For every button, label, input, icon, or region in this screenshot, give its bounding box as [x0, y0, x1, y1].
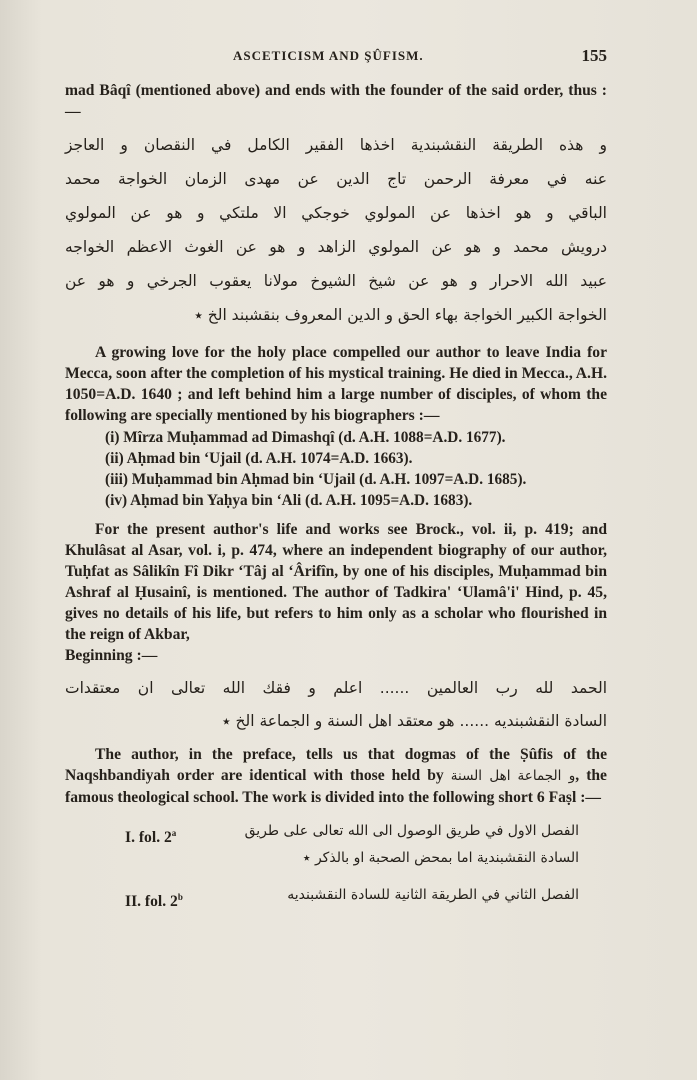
- arabic-line: السادة النقشبنديه ...... هو معتقد اهل السنة و الجماعة الخ ٭: [222, 712, 607, 730]
- inline-arabic-term: اهل السنة: [450, 768, 511, 784]
- arabic-line: عنه في معرفة الرحمن تاج الدين عن مهدى الزمان الخواجة محمد: [65, 170, 607, 188]
- paragraph-author-death: A growing love for the holy place compelled our author to leave India for Mecca, soon after the completion of his mystical training. He died in Mecca., A.H. 1050=A.D. 1640 ; and left behind him a large number of disciples, of whom the following are specially mentioned by his biographers :—: [65, 344, 607, 424]
- fasl-entry: [65, 818, 607, 872]
- page-header: [65, 46, 607, 68]
- paragraph-references: For the present author's life and works see Brock., vol. ii, p. 419; and Khulâsat al Asar, vol. i, p. 474, where an independent biography of our author, Tuḥfat as Sâlikîn Fî Dikr ʻTâj al ʻÂrifîn, by one of his disciples, Muḥammad bin Ashraf al Ḥusainî, is mentioned. The author of Tadkira' ʻUlamâ'i' Hind, p. 45, gives no details of his life, but refers to him only as a scholar who flourished in the reign of Akbar,: [65, 521, 607, 643]
- arabic-line: الباقي و هو اخذها عن المولوي خوجكي الا ملتكي و هو عن المولوي: [65, 204, 607, 222]
- arabic-line: السادة النقشبندية اما بمحض الصحبة او بالذكر ٭: [302, 850, 579, 866]
- folio-side: a: [171, 828, 177, 838]
- arabic-line: عبيد الله الاحرار و هو عن شيخ الشيوخ مولانا يعقوب الجرخي و هو عن: [65, 272, 607, 290]
- list-item: (ii) Aḥmad bin ʻUjail (d. A.H. 1074=A.D. 1663).: [105, 450, 413, 467]
- paragraph-preface: [65, 744, 607, 808]
- folio-side: b: [177, 892, 183, 902]
- arabic-line: و هذه الطريقة النقشبندية اخذها الفقير الكامل في النقصان و العاجز: [65, 136, 607, 154]
- list-item: (iv) Aḥmad bin Yaḥya bin ʻAli (d. A.H. 1095=A.D. 1683).: [105, 492, 473, 509]
- arabic-line: الخواجة الكبير الخواجة بهاء الحق و الدين المعروف بنقشبند الخ ٭: [194, 306, 607, 324]
- page-number: 155: [581, 46, 607, 65]
- fasl-entry: [65, 882, 607, 917]
- arabic-line: الحمد لله رب العالمين ...... اعلم و فقك الله تعالى ان معتقدات: [65, 679, 607, 697]
- paragraph-continuation: mad Bâqî (mentioned above) and ends with the founder of the said order, thus :—: [65, 82, 607, 120]
- arabic-line: الفصل الاول في طريق الوصول الى الله تعالى على طريق: [244, 823, 579, 839]
- arabic-chain-passage: [65, 128, 607, 332]
- folio-label: II. fol. 2: [125, 893, 178, 911]
- folio-reference: [65, 882, 203, 917]
- preface-text-part2: , the famous theological school. The work is divided into the following short 6 Faṣl :—: [65, 767, 607, 806]
- list-item: (iii) Muḥammad bin Aḥmad bin ʻUjail (d. A.H. 1097=A.D. 1685).: [105, 471, 527, 488]
- arabic-line: الفصل الثاني في الطريقة الثانية للسادة النقشبنديه: [287, 887, 579, 903]
- folio-reference: [65, 818, 203, 853]
- page-body: [65, 80, 607, 917]
- beginning-label: Beginning :—: [65, 647, 158, 664]
- arabic-beginning-passage: [65, 672, 607, 738]
- disciples-list: [105, 427, 607, 511]
- preface-text-part1: The author, in the preface, tells us that dogmas of the Ṣûfis of the Naqshbandiyah order are identical with those held by: [65, 746, 607, 784]
- fasl-arabic-title: [203, 818, 607, 872]
- arabic-line: درويش محمد و هو عن المولوي الزاهد و هو عن الغوث الاعظم الخواجه: [65, 238, 607, 256]
- inline-arabic-term: و الجماعة: [517, 768, 576, 784]
- running-title: ASCETICISM AND ŞÛFISM.: [233, 48, 424, 63]
- list-item: (i) Mîrza Muḥammad ad Dimashqî (d. A.H. 1088=A.D. 1677).: [105, 429, 506, 446]
- fasl-arabic-title: [203, 882, 607, 909]
- folio-label: I. fol. 2: [125, 829, 172, 847]
